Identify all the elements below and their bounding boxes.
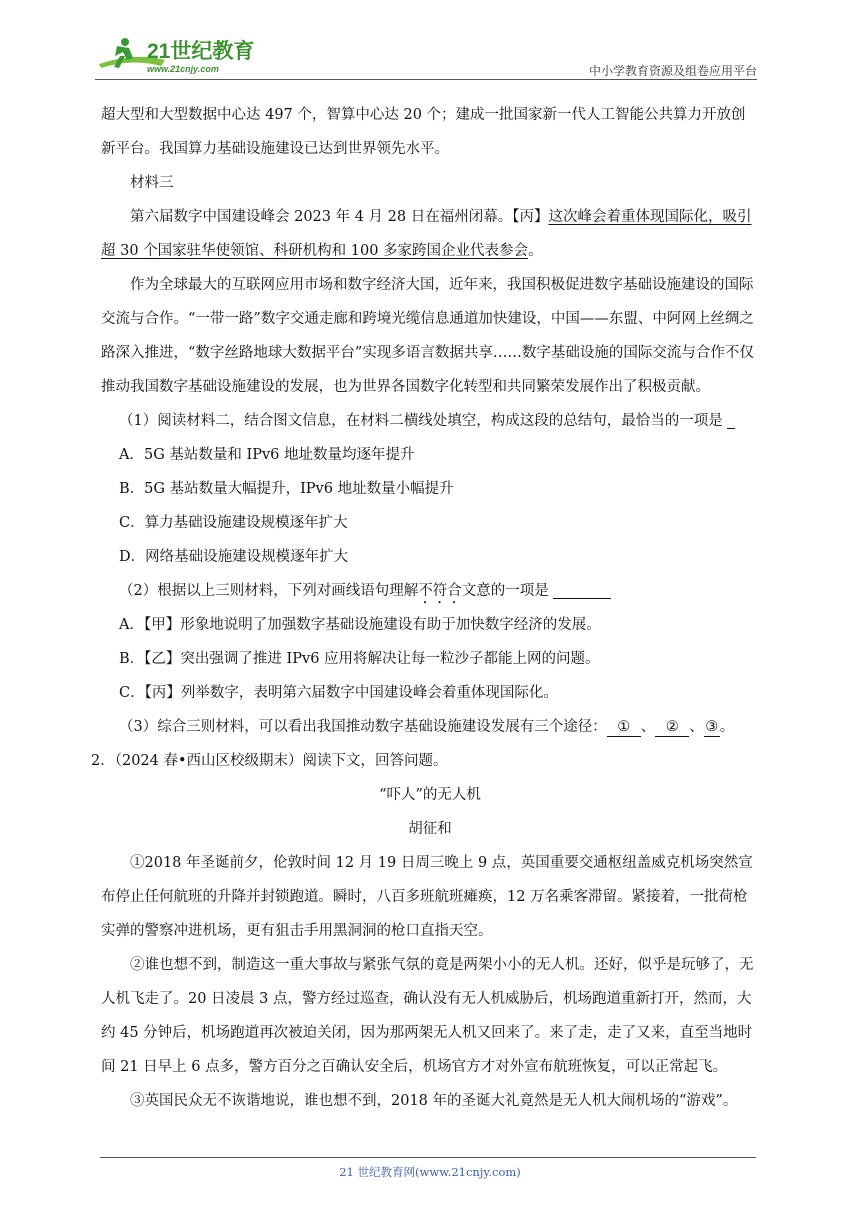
footer-text[interactable]: 21 世纪教育网(www.21cnjy.com) (339, 1165, 521, 1179)
article-paragraph-3: ③英国民众无不诙谐地说，谁也想不到，2018 年的圣诞大礼竟然是无人机大闹机场的“游戏”。 (130, 1093, 738, 1109)
article-paragraph-1: ①2018 年圣诞前夕，伦敦时间 12 月 19 日周三晚上 9 点，英国重要交通枢纽盖威克机场突然宣布停止任何航班的升降并封锁跑道。瞬时，八百多班航班瘫痪，12 万名乘客滞留。紧接着，一批荷枪实弹的警察冲进机场，更有狙击手用黑洞洞的枪口直指天空。 (101, 855, 753, 939)
article-author: 胡征和 (408, 821, 452, 837)
item-2-heading: 2．（2024 春•西山区校级期末）阅读下文，回答问题。 (91, 753, 448, 769)
page-header (95, 34, 757, 80)
paragraph-2-end: 。 (528, 243, 543, 259)
q1-option-b: B．5G 基站数量大幅提升，IPv6 地址数量小幅提升 (119, 481, 454, 497)
answer-blank-3-1[interactable]: ① (607, 718, 641, 737)
question-3-text: （3）综合三则材料，可以看出我国推动数字基础设施建设发展有三个途径： (119, 719, 607, 735)
question-1-text: （1）阅读材料二，结合图文信息，在材料二横线处填空，构成这段的总结句，最恰当的一项是 (119, 413, 723, 429)
underlined-sentence-bing: 这次峰会着重体现国际化，吸引超 30 个国家驻华使领馆、科研机构和 100 多家跨国企业代表参会 (101, 209, 752, 259)
question-3 (101, 710, 759, 744)
question-2-text-a: （2）根据以上三则材料，下列对画线语句理解 (119, 583, 419, 599)
q2-option-a: A．【甲】形象地说明了加强数字基础设施建设有助于加快数字经济的发展。 (119, 617, 601, 633)
footer-divider (100, 1157, 756, 1158)
article-title: “吓人”的无人机 (379, 787, 481, 803)
answer-blank-3-2[interactable]: ② (655, 718, 689, 737)
logo-text: 21世纪教育 (147, 40, 255, 63)
q1-option-a: A．5G 基站数量和 IPv6 地址数量均逐年提升 (119, 447, 415, 463)
question-3-end: 。 (719, 719, 735, 735)
q2-option-b: B．【乙】突出强调了推进 IPv6 应用将解决让每一粒沙子都能上网的问题。 (119, 651, 600, 667)
emphasized-words: 不符合 (418, 583, 462, 599)
platform-name: 中小学教育资源及组卷应用平台 (588, 64, 757, 78)
paragraph-2 (101, 200, 759, 268)
paragraph-1: 超大型和大型数据中心达 497 个，智算中心达 20 个；建成一批国家新一代人工智能公共算力开放创新平台。我国算力基础设施建设已达到世界领先水平。 (101, 107, 746, 157)
material-3-title: 材料三 (130, 175, 174, 191)
answer-blank-2[interactable] (553, 584, 611, 599)
logo-url: www.21cnjy.com (147, 64, 219, 74)
q1-option-c: C．算力基础设施建设规模逐年扩大 (119, 515, 348, 531)
q2-option-c: C．【丙】列举数字，表明第六届数字中国建设峰会着重体现国际化。 (119, 685, 558, 701)
question-1 (101, 404, 759, 438)
q1-option-d: D．网络基础设施建设规模逐年扩大 (119, 549, 349, 565)
separator-1: 、 (640, 719, 656, 735)
question-2 (101, 574, 759, 608)
paragraph-2-lead: 第六届数字中国建设峰会 2023 年 4 月 28 日在福州闭幕。【丙】 (130, 209, 549, 225)
answer-blank-3-3[interactable]: ③ (705, 719, 719, 735)
paragraph-3: 作为全球最大的互联网应用市场和数字经济大国，近年来，我国积极促进数字基础设施建设的国际交流与合作。“一带一路”数字交通走廊和跨境光缆信息通道加快建设，中国——东盟、中阿网上丝绸之路深入推进，“数字丝路地球大数据平台”实现多语言数据共享……数字基础设施的国际交流与合作不仅推动我国数字基础设施建设的发展，也为世界各国数字化转型和共同繁荣发展作出了积极贡献。 (101, 277, 754, 395)
header-divider (95, 79, 757, 80)
answer-blank-1[interactable] (727, 414, 735, 429)
site-logo (95, 34, 265, 78)
document-body (91, 98, 759, 1118)
question-2-text-b: 文意的一项是 (461, 583, 549, 599)
separator-2: 、 (689, 719, 704, 735)
article-paragraph-2: ②谁也想不到，制造这一重大事故与紧张气氛的竟是两架小小的无人机。还好，似乎是玩够了，无人机飞走了。20 日凌晨 3 点，警方经过巡查，确认没有无人机威胁后，机场跑道重新打开，然而，大约 45 分钟后，机场跑道再次被迫关闭，因为那两架无人机又回来了。来了走，走了又来，直至当地时间 21 日早上 6 点多，警方百分之百确认安全后，机场官方才对外宣布航班恢复，可以正常起飞。 (101, 957, 754, 1075)
